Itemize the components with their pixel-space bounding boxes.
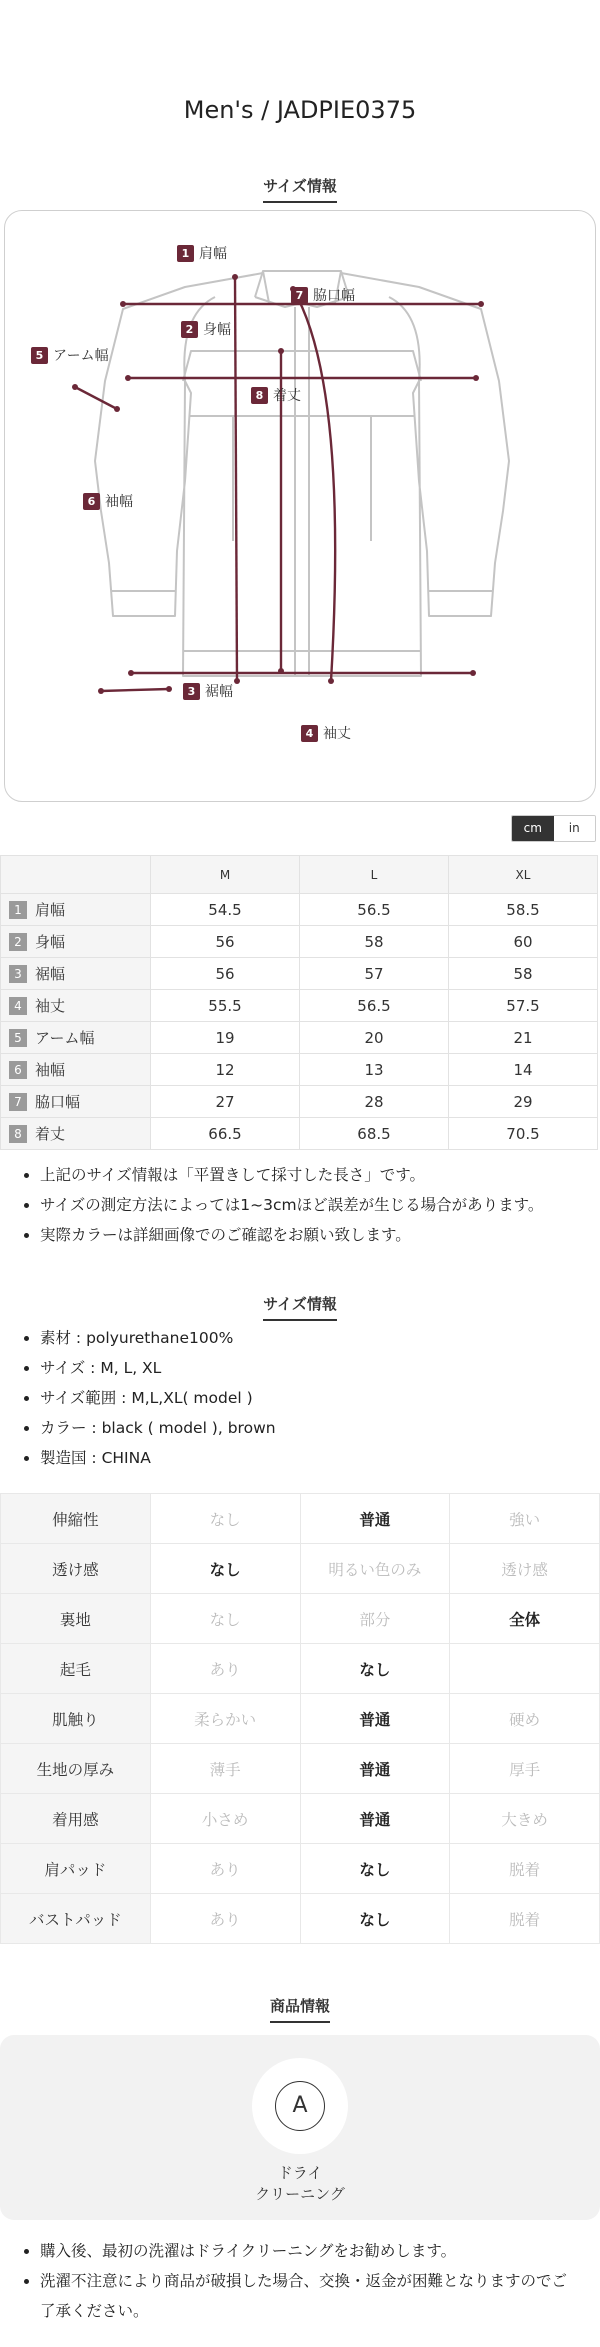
size-cell: 54.5 (151, 894, 300, 926)
size-note: • サイズの測定方法によっては1~3cmほど誤差が生じる場合があります。 (40, 1190, 590, 1220)
attribute-option: なし (300, 1844, 450, 1894)
label-length-text: 着丈 (273, 388, 301, 404)
attribute-option: 小さめ (150, 1794, 300, 1844)
attribute-option: 厚手 (450, 1744, 600, 1794)
size-note: • 実際カラーは詳細画像でのご確認をお願い致します。 (40, 1220, 590, 1250)
size-row-text: 袖丈 (35, 997, 66, 1015)
label-arm-width-num: 5 (31, 347, 48, 364)
size-cell: 21 (449, 1022, 598, 1054)
size-row-label (1, 894, 151, 926)
attribute-option: なし (150, 1494, 300, 1544)
info-item: • カラー : black ( model ), brown (40, 1413, 590, 1443)
attribute-option: 柔らかい (150, 1694, 300, 1744)
attribute-option: なし (300, 1644, 450, 1694)
attribute-row (1, 1644, 600, 1694)
size-col-header: L (300, 856, 449, 894)
size-col-header: M (151, 856, 300, 894)
label-side-opening-num: 7 (291, 287, 308, 304)
size-row-num: 4 (9, 997, 27, 1015)
size-table-row (1, 926, 598, 958)
label-cuff-width-num: 6 (83, 493, 100, 510)
size-row-label (1, 1118, 151, 1150)
label-length-num: 8 (251, 387, 268, 404)
size-row-text: 裾幅 (35, 965, 66, 983)
attribute-name: 起毛 (1, 1644, 151, 1694)
attribute-row (1, 1494, 600, 1544)
product-notes (40, 2236, 580, 2326)
attribute-option: なし (150, 1594, 300, 1644)
size-table-row (1, 1086, 598, 1118)
label-shoulder-text: 肩幅 (199, 246, 227, 262)
label-chest (181, 319, 231, 339)
info-section-heading (0, 1293, 600, 1321)
size-cell: 56.5 (300, 990, 449, 1022)
unit-in-button[interactable]: in (554, 816, 596, 841)
attribute-option: 部分 (300, 1594, 450, 1644)
label-sleeve-length-num: 4 (301, 725, 318, 742)
label-hem-num: 3 (183, 683, 200, 700)
size-cell: 13 (300, 1054, 449, 1086)
size-cell: 56.5 (300, 894, 449, 926)
label-chest-num: 2 (181, 321, 198, 338)
size-row-label (1, 1086, 151, 1118)
label-cuff-width-text: 袖幅 (105, 494, 133, 510)
product-note: • 洗濯不注意により商品が破損した場合、交換・返金が困難となりますのでご了承ください。 (40, 2266, 580, 2326)
attribute-option: 透け感 (450, 1544, 600, 1594)
size-cell: 14 (449, 1054, 598, 1086)
size-cell: 58.5 (449, 894, 598, 926)
size-table-row (1, 1054, 598, 1086)
size-row-text: 着丈 (35, 1125, 66, 1143)
attribute-option: 普通 (300, 1744, 450, 1794)
care-label-line1: ドライ (277, 2164, 323, 2182)
attribute-option: あり (150, 1844, 300, 1894)
label-cuff-width (83, 491, 133, 511)
size-cell: 28 (300, 1086, 449, 1118)
attribute-name: 着用感 (1, 1794, 151, 1844)
attribute-row (1, 1544, 600, 1594)
size-row-label (1, 990, 151, 1022)
attribute-name: 透け感 (1, 1544, 151, 1594)
size-cell: 20 (300, 1022, 449, 1054)
product-section-heading-text: 商品情報 (270, 1995, 330, 2023)
size-table (0, 855, 598, 1150)
size-notes (40, 1160, 590, 1250)
size-row-num: 5 (9, 1029, 27, 1047)
size-cell: 66.5 (151, 1118, 300, 1150)
product-section-heading (0, 1995, 600, 2023)
attribute-option: なし (300, 1894, 450, 1944)
size-row-num: 7 (9, 1093, 27, 1111)
attribute-row (1, 1694, 600, 1744)
attribute-row (1, 1794, 600, 1844)
attribute-option: 普通 (300, 1494, 450, 1544)
label-sleeve-length-text: 袖丈 (323, 726, 351, 742)
attribute-option: 硬め (450, 1694, 600, 1744)
attribute-option: 普通 (300, 1794, 450, 1844)
size-table-corner (1, 856, 151, 894)
unit-toggle (511, 815, 596, 842)
size-row-text: 肩幅 (35, 901, 66, 919)
label-hem (183, 681, 233, 701)
attribute-option: なし (150, 1544, 300, 1594)
info-item: • 製造国 : CHINA (40, 1443, 590, 1473)
size-table-row (1, 990, 598, 1022)
size-table-row (1, 1022, 598, 1054)
size-row-text: 袖幅 (35, 1061, 66, 1079)
info-section-heading-text: サイズ情報 (263, 1293, 337, 1321)
info-item: • サイズ : M, L, XL (40, 1353, 590, 1383)
label-arm-width (31, 345, 109, 365)
size-cell: 58 (449, 958, 598, 990)
size-row-label (1, 1054, 151, 1086)
attribute-option: あり (150, 1644, 300, 1694)
size-table-row (1, 1118, 598, 1150)
size-cell: 56 (151, 958, 300, 990)
size-row-label (1, 1022, 151, 1054)
size-table-row (1, 958, 598, 990)
attribute-option: 脱着 (450, 1844, 600, 1894)
dry-clean-icon: A (275, 2081, 325, 2131)
attribute-option: 強い (450, 1494, 600, 1544)
size-cell: 29 (449, 1086, 598, 1118)
attribute-option: 薄手 (150, 1744, 300, 1794)
attribute-name: 肌触り (1, 1694, 151, 1744)
size-row-label (1, 958, 151, 990)
size-diagram (4, 210, 596, 802)
size-section-heading-text: サイズ情報 (263, 175, 337, 203)
unit-cm-button[interactable]: cm (512, 816, 554, 841)
label-side-opening-text: 脇口幅 (313, 288, 355, 304)
info-item: • 素材 : polyurethane100% (40, 1323, 590, 1353)
size-cell: 12 (151, 1054, 300, 1086)
size-cell: 27 (151, 1086, 300, 1118)
care-symbol-circle (252, 2058, 348, 2154)
size-row-text: アーム幅 (35, 1029, 95, 1047)
size-cell: 68.5 (300, 1118, 449, 1150)
size-table-row (1, 894, 598, 926)
attribute-option (450, 1644, 600, 1694)
attribute-option: 普通 (300, 1694, 450, 1744)
label-side-opening (291, 285, 355, 305)
size-row-num: 3 (9, 965, 27, 983)
label-shoulder (177, 243, 227, 263)
size-cell: 60 (449, 926, 598, 958)
size-row-num: 1 (9, 901, 27, 919)
attribute-name: バストパッド (1, 1894, 151, 1944)
size-cell: 55.5 (151, 990, 300, 1022)
product-note: • 購入後、最初の洗濯はドライクリーニングをお勧めします。 (40, 2236, 580, 2266)
label-shoulder-num: 1 (177, 245, 194, 262)
care-label-line2: クリーニング (255, 2185, 345, 2203)
attribute-option: 大きめ (450, 1794, 600, 1844)
label-sleeve-length (301, 723, 351, 743)
size-row-num: 2 (9, 933, 27, 951)
size-row-text: 身幅 (35, 933, 66, 951)
size-cell: 58 (300, 926, 449, 958)
attribute-name: 生地の厚み (1, 1744, 151, 1794)
attribute-name: 裏地 (1, 1594, 151, 1644)
info-item: • サイズ範囲 : M,L,XL( model ) (40, 1383, 590, 1413)
size-row-num: 8 (9, 1125, 27, 1143)
size-cell: 57.5 (449, 990, 598, 1022)
attribute-name: 伸縮性 (1, 1494, 151, 1544)
size-section-heading (0, 175, 600, 203)
attribute-row (1, 1844, 600, 1894)
size-row-text: 脇口幅 (35, 1093, 81, 1111)
label-chest-text: 身幅 (203, 322, 231, 338)
attribute-option: 脱着 (450, 1894, 600, 1944)
care-label (0, 2163, 600, 2205)
attribute-option: 明るい色のみ (300, 1544, 450, 1594)
attribute-row (1, 1594, 600, 1644)
size-cell: 56 (151, 926, 300, 958)
attribute-option: あり (150, 1894, 300, 1944)
attribute-row (1, 1894, 600, 1944)
label-arm-width-text: アーム幅 (53, 348, 109, 364)
label-length (251, 385, 301, 405)
attribute-row (1, 1744, 600, 1794)
product-title: Men's / JADPIE0375 (183, 96, 417, 124)
info-list (40, 1323, 590, 1473)
size-note: • 上記のサイズ情報は「平置きして採寸した長さ」です。 (40, 1160, 590, 1190)
care-box (0, 2035, 600, 2220)
size-row-num: 6 (9, 1061, 27, 1079)
label-hem-text: 裾幅 (205, 684, 233, 700)
attribute-option: 全体 (450, 1594, 600, 1644)
size-cell: 57 (300, 958, 449, 990)
size-cell: 70.5 (449, 1118, 598, 1150)
size-cell: 19 (151, 1022, 300, 1054)
size-row-label (1, 926, 151, 958)
attribute-name: 肩パッド (1, 1844, 151, 1894)
size-table-header (1, 856, 598, 894)
fabric-attributes-table (0, 1493, 600, 1944)
size-col-header: XL (449, 856, 598, 894)
